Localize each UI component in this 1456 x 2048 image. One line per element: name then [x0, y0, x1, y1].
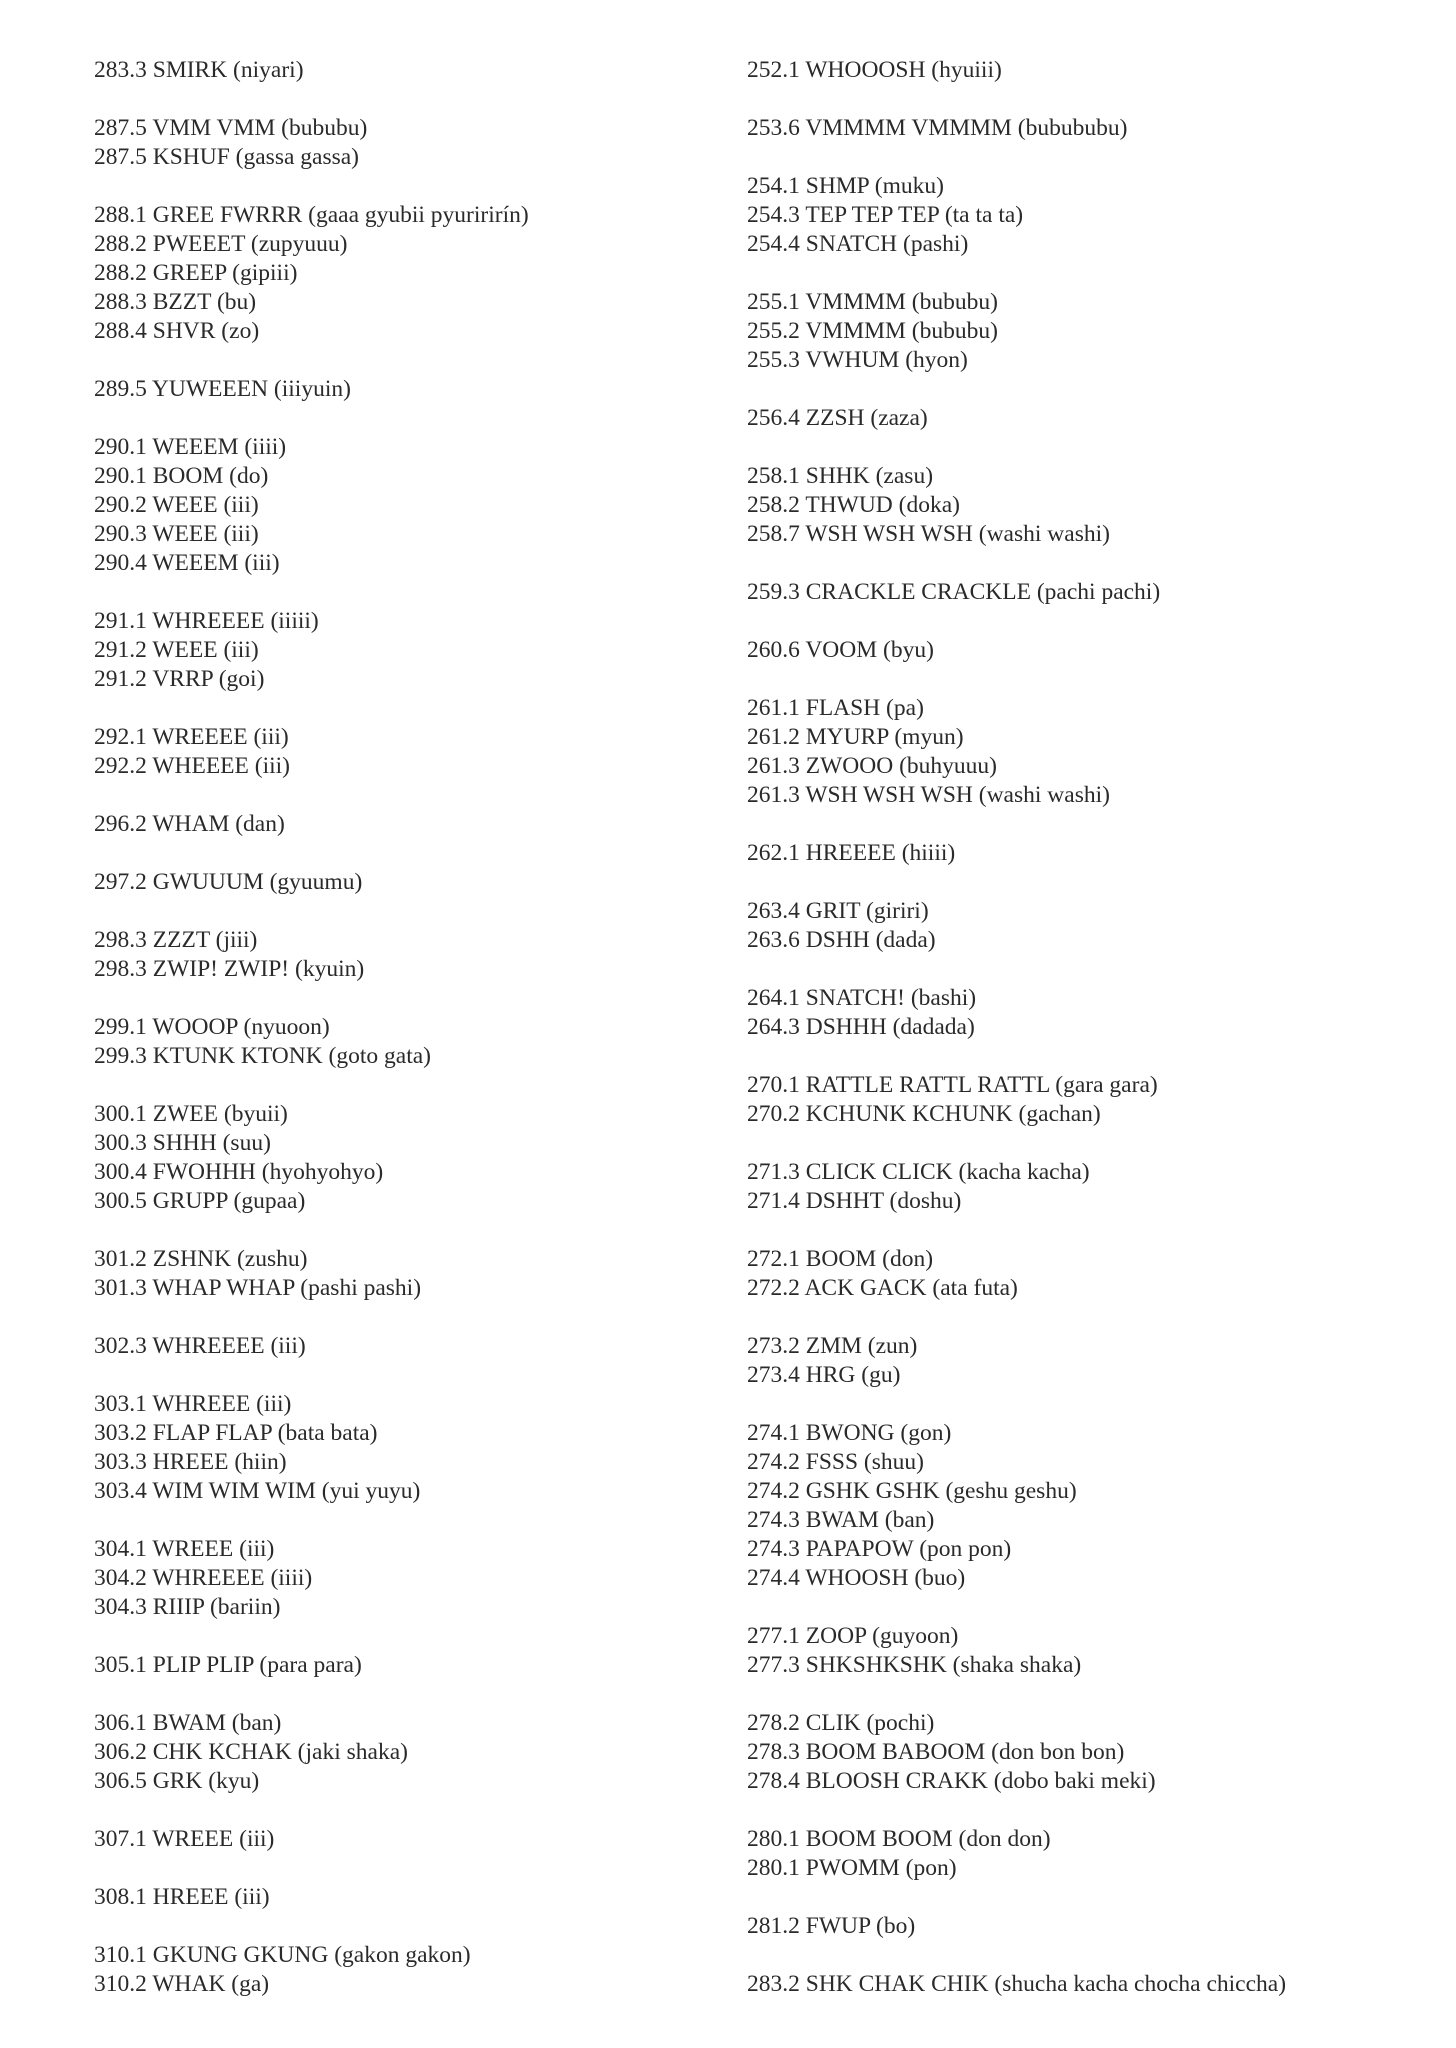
sound-effect-entry: 277.1 ZOOP (guyoon): [747, 1623, 959, 1649]
entry-group: [94, 375, 734, 404]
entry-group: [747, 578, 1387, 607]
entry-group: [747, 1970, 1387, 1999]
sound-effect-entry: 271.3 CLICK CLICK (kacha kacha): [747, 1159, 1090, 1185]
sound-effect-entry: 310.1 GKUNG GKUNG (gakon gakon): [94, 1942, 471, 1968]
entry-group: [94, 926, 734, 984]
entry-group: [94, 114, 734, 172]
entry-group: [94, 433, 734, 578]
sound-effect-entry: 304.1 WREEE (iii): [94, 1536, 275, 1562]
sound-effect-entry: 287.5 VMM VMM (bububu): [94, 115, 368, 141]
sound-effect-entry: 303.4 WIM WIM WIM (yui yuyu): [94, 1478, 421, 1504]
entry-group: [747, 1332, 1387, 1390]
sound-effect-entry: 308.1 HREEE (iii): [94, 1884, 270, 1910]
sound-effect-entry: 261.2 MYURP (myun): [747, 724, 964, 750]
entry-group: [747, 1825, 1387, 1883]
entry-group: [94, 1709, 734, 1796]
sound-effect-entry: 291.2 VRRP (goi): [94, 666, 265, 692]
sound-effect-entry: 307.1 WREEE (iii): [94, 1826, 275, 1852]
sound-effect-entry: 288.1 GREE FWRRR (gaaa gyubii pyuririrín): [94, 202, 529, 228]
sound-effect-entry: 262.1 HREEEE (hiiii): [747, 840, 956, 866]
entry-group: [94, 1390, 734, 1506]
sound-effect-entry: 304.2 WHREEEE (iiii): [94, 1565, 313, 1591]
sound-effect-entry: 274.4 WHOOSH (buo): [747, 1565, 966, 1591]
sound-effect-entry: 297.2 GWUUUM (gyuumu): [94, 869, 363, 895]
right-column: [747, 56, 1387, 2028]
sound-effect-entry: 252.1 WHOOOSH (hyuiii): [747, 57, 1002, 83]
sound-effect-entry: 264.1 SNATCH! (bashi): [747, 985, 977, 1011]
sound-effect-entry: 300.5 GRUPP (gupaa): [94, 1188, 306, 1214]
entry-group: [747, 462, 1387, 549]
entry-group: [747, 56, 1387, 85]
sound-effect-entry: 263.4 GRIT (giriri): [747, 898, 929, 924]
sound-effect-entry: 260.6 VOOM (byu): [747, 637, 934, 663]
entry-group: [747, 172, 1387, 259]
entry-group: [94, 1013, 734, 1071]
sound-effect-entry: 264.3 DSHHH (dadada): [747, 1014, 975, 1040]
sound-effect-entry: 283.2 SHK CHAK CHIK (shucha kacha chocha chiccha): [747, 1971, 1287, 1997]
sound-effect-entry: 272.1 BOOM (don): [747, 1246, 934, 1272]
entry-group: [747, 897, 1387, 955]
sound-effect-entry: 273.4 HRG (gu): [747, 1362, 901, 1388]
sound-effect-entry: 290.3 WEEE (iii): [94, 521, 259, 547]
sound-effect-entry: 298.3 ZWIP! ZWIP! (kyuin): [94, 956, 365, 982]
sound-effect-entry: 261.1 FLASH (pa): [747, 695, 924, 721]
sound-effect-entry: 292.2 WHEEEE (iii): [94, 753, 291, 779]
entry-group: [94, 1332, 734, 1361]
entry-group: [94, 1245, 734, 1303]
sound-effect-entry: 253.6 VMMMM VMMMM (bubububu): [747, 115, 1128, 141]
sound-effect-entry: 270.1 RATTLE RATTL RATTL (gara gara): [747, 1072, 1158, 1098]
sound-effect-entry: 299.1 WOOOP (nyuoon): [94, 1014, 330, 1040]
entry-group: [94, 810, 734, 839]
sound-effect-entry: 255.3 VWHUM (hyon): [747, 347, 968, 373]
entry-group: [747, 114, 1387, 143]
entry-group: [747, 1709, 1387, 1796]
sound-effect-entry: 280.1 PWOMM (pon): [747, 1855, 957, 1881]
sound-effect-entry: 310.2 WHAK (ga): [94, 1971, 270, 1997]
sound-effect-entry: 273.2 ZMM (zun): [747, 1333, 918, 1359]
entry-group: [94, 1941, 734, 1999]
sound-effect-entry: 301.2 ZSHNK (zushu): [94, 1246, 308, 1272]
sound-effect-entry: 255.2 VMMMM (bububu): [747, 318, 998, 344]
entry-group: [747, 1622, 1387, 1680]
entry-group: [747, 1071, 1387, 1129]
entry-group: [94, 1825, 734, 1854]
sound-effect-entry: 302.3 WHREEEE (iii): [94, 1333, 306, 1359]
sound-effect-entry: 303.1 WHREEE (iii): [94, 1391, 292, 1417]
sound-effect-entry: 258.1 SHHK (zasu): [747, 463, 934, 489]
sound-effect-entry: 290.2 WEEE (iii): [94, 492, 259, 518]
sound-effect-entry: 287.5 KSHUF (gassa gassa): [94, 144, 360, 170]
sound-effect-entry: 258.2 THWUD (doka): [747, 492, 960, 518]
sound-effect-entry: 300.4 FWOHHH (hyohyohyo): [94, 1159, 384, 1185]
sound-effect-entry: 274.3 BWAM (ban): [747, 1507, 935, 1533]
sound-effect-entry: 255.1 VMMMM (bububu): [747, 289, 998, 315]
sound-effect-entry: 296.2 WHAM (dan): [94, 811, 285, 837]
sound-effect-entry: 254.4 SNATCH (pashi): [747, 231, 969, 257]
sound-effect-entry: 274.2 FSSS (shuu): [747, 1449, 924, 1475]
sound-effect-entry: 254.3 TEP TEP TEP (ta ta ta): [747, 202, 1024, 228]
sound-effect-entry: 272.2 ACK GACK (ata futa): [747, 1275, 1018, 1301]
sound-effect-entry: 289.5 YUWEEEN (iiiyuin): [94, 376, 351, 402]
sound-effect-entry: 300.3 SHHH (suu): [94, 1130, 271, 1156]
sound-effect-entry: 278.2 CLIK (pochi): [747, 1710, 935, 1736]
entry-group: [94, 1883, 734, 1912]
entry-group: [747, 636, 1387, 665]
sound-effect-entry: 280.1 BOOM BOOM (don don): [747, 1826, 1051, 1852]
sound-effect-entry: 274.3 PAPAPOW (pon pon): [747, 1536, 1012, 1562]
sound-effect-entry: 277.3 SHKSHKSHK (shaka shaka): [747, 1652, 1082, 1678]
sound-effect-entry: 261.3 WSH WSH WSH (washi washi): [747, 782, 1110, 808]
sound-effect-entry: 261.3 ZWOOO (buhyuuu): [747, 753, 997, 779]
sound-effect-entry: 300.1 ZWEE (byuii): [94, 1101, 288, 1127]
sound-effect-entry: 270.2 KCHUNK KCHUNK (gachan): [747, 1101, 1101, 1127]
sound-effect-entry: 291.1 WHREEEE (iiiii): [94, 608, 319, 634]
sound-effect-entry: 288.2 GREEP (gipiii): [94, 260, 298, 286]
entry-group: [94, 868, 734, 897]
entry-group: [747, 288, 1387, 375]
sound-effect-entry: 281.2 FWUP (bo): [747, 1913, 916, 1939]
sound-effect-entry: 290.1 WEEEM (iiii): [94, 434, 287, 460]
sound-effect-entry: 278.3 BOOM BABOOM (don bon bon): [747, 1739, 1125, 1765]
sound-effect-entry: 271.4 DSHHT (doshu): [747, 1188, 962, 1214]
sound-effect-entry: 278.4 BLOOSH CRAKK (dobo baki meki): [747, 1768, 1156, 1794]
entry-group: [747, 1158, 1387, 1216]
entry-group: [747, 1912, 1387, 1941]
entry-group: [747, 404, 1387, 433]
sound-effect-entry: 259.3 CRACKLE CRACKLE (pachi pachi): [747, 579, 1161, 605]
sound-effect-entry: 306.1 BWAM (ban): [94, 1710, 282, 1736]
entry-group: [747, 1245, 1387, 1303]
sound-effect-entry: 288.3 BZZT (bu): [94, 289, 257, 315]
sound-effect-entry: 304.3 RIIIP (bariin): [94, 1594, 281, 1620]
sound-effect-entry: 306.2 CHK KCHAK (jaki shaka): [94, 1739, 408, 1765]
entry-group: [94, 1100, 734, 1216]
entry-group: [94, 607, 734, 694]
entry-group: [747, 694, 1387, 810]
entry-group: [747, 839, 1387, 868]
entry-group: [747, 984, 1387, 1042]
entry-group: [94, 201, 734, 346]
entry-group: [94, 1535, 734, 1622]
sound-effect-entry: 256.4 ZZSH (zaza): [747, 405, 928, 431]
sound-effect-entry: 292.1 WREEEE (iii): [94, 724, 289, 750]
sound-effect-entry: 305.1 PLIP PLIP (para para): [94, 1652, 362, 1678]
sound-effect-entry: 299.3 KTUNK KTONK (goto gata): [94, 1043, 431, 1069]
sound-effect-entry: 303.3 HREEE (hiin): [94, 1449, 287, 1475]
entry-group: [747, 1419, 1387, 1593]
entry-group: [94, 723, 734, 781]
sound-effect-entry: 263.6 DSHH (dada): [747, 927, 936, 953]
sound-effect-entry: 303.2 FLAP FLAP (bata bata): [94, 1420, 378, 1446]
sound-effect-entry: 306.5 GRK (kyu): [94, 1768, 260, 1794]
sound-effect-entry: 258.7 WSH WSH WSH (washi washi): [747, 521, 1110, 547]
sound-effect-entry: 301.3 WHAP WHAP (pashi pashi): [94, 1275, 422, 1301]
sound-effect-entry: 254.1 SHMP (muku): [747, 173, 944, 199]
entry-group: [94, 1651, 734, 1680]
sound-effect-entry: 290.4 WEEEM (iii): [94, 550, 280, 576]
sound-effect-entry: 283.3 SMIRK (niyari): [94, 57, 304, 83]
sound-effect-entry: 288.2 PWEEET (zupyuuu): [94, 231, 348, 257]
sound-effect-entry: 274.2 GSHK GSHK (geshu geshu): [747, 1478, 1077, 1504]
entry-group: [94, 56, 734, 85]
sound-effect-entry: 288.4 SHVR (zo): [94, 318, 260, 344]
left-column: [94, 56, 734, 2028]
sound-effect-entry: 290.1 BOOM (do): [94, 463, 269, 489]
sound-effect-entry: 298.3 ZZZT (jiii): [94, 927, 258, 953]
sound-effect-entry: 291.2 WEEE (iii): [94, 637, 259, 663]
sound-effect-entry: 274.1 BWONG (gon): [747, 1420, 952, 1446]
